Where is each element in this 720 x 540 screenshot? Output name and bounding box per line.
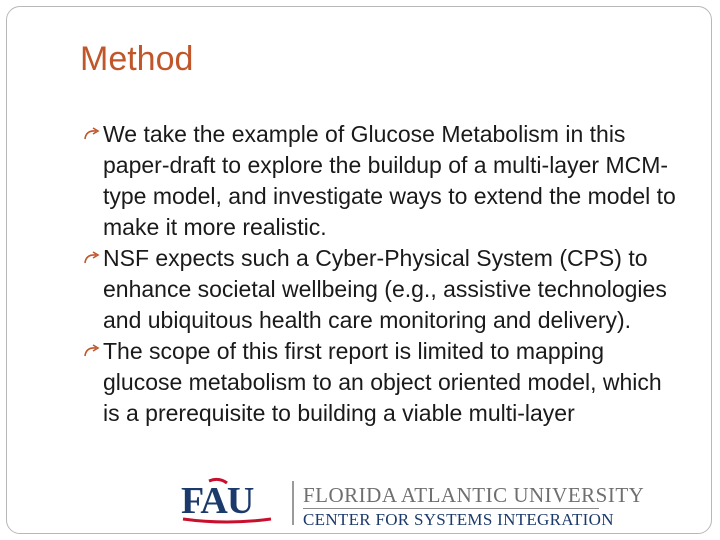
curved-arrow-bullet-icon: [83, 251, 100, 265]
slide: [6, 6, 712, 534]
curved-arrow-bullet-icon: [83, 344, 100, 358]
bullet-item: [81, 336, 681, 429]
bullet-item: [81, 243, 681, 336]
fau-logo-text: FAU: [181, 480, 254, 522]
fau-logo-mark: [179, 475, 275, 527]
bullet-text: We take the example of Glucose Metabolism in this paper-draft to explore the buildup of a multi-layer MCM-type model, and investigate ways to extend the model to make it more realistic.: [103, 121, 676, 240]
curved-arrow-bullet-icon: [83, 127, 100, 141]
logo-rule: [303, 508, 599, 509]
center-name: CENTER FOR SYSTEMS INTEGRATION: [303, 510, 614, 529]
bullet-text: NSF expects such a Cyber-Physical System (CPS) to enhance societal wellbeing (e.g., assistive technologies and ubiquitous health care monitoring and delivery).: [103, 245, 667, 333]
bullet-list: [81, 119, 681, 429]
university-name: FLORIDA ATLANTIC UNIVERSITY: [303, 483, 645, 507]
fau-logo-banner: [175, 469, 645, 534]
logo-divider: [292, 481, 294, 525]
bullet-text: The scope of this first report is limited to mapping glucose metabolism to an object oriented model, which is a prerequisite to building a viable multi-layer: [103, 338, 662, 426]
slide-title: Method: [80, 40, 194, 78]
bullet-item: [81, 119, 681, 243]
